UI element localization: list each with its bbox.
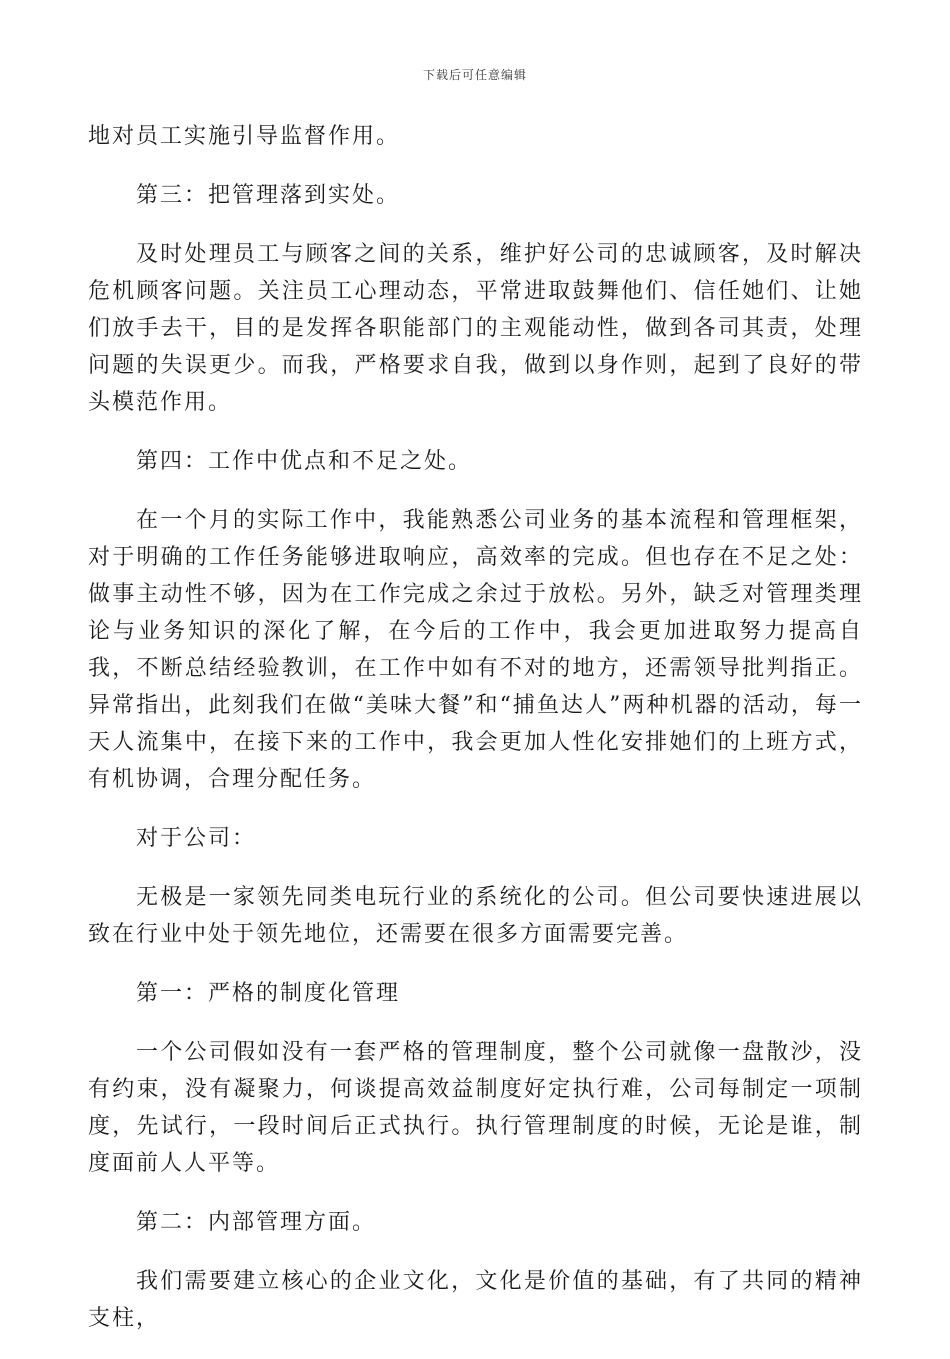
document-body xyxy=(88,118,863,1359)
paragraph: 在一个月的实际工作中，我能熟悉公司业务的基本流程和管理框架，对于明确的工作任务能够进取响应，高效率的完成。但也存在不足之处：做事主动性不够，因为在工作完成之余过于放松。另外，缺乏对管理类理论与业务知识的深化了解，在今后的工作中，我会更加进取努力提高自我，不断总结经验教训，在工作中如有不对的地方，还需领导批判指正。异常指出，此刻我们在做“美味大餐”和“捕鱼达人”两种机器的活动，每一天人流集中，在接下来的工作中，我会更加人性化安排她们的上班方式，有机协调，合理分配任务。 xyxy=(88,508,863,792)
paragraph: 无极是一家领先同类电玩行业的系统化的公司。但公司要快速进展以致在行业中处于领先地位，还需要在很多方面需要完善。 xyxy=(88,885,863,947)
paragraph: 一个公司假如没有一套严格的管理制度，整个公司就像一盘散沙，没有约束，没有凝聚力，何谈提高效益制度好定执行难，公司每制定一项制度，先试行，一段时间后正式执行。执行管理制度的时候，无论是谁，制度面前人人平等。 xyxy=(88,1040,863,1176)
section-heading-second: 第二：内部管理方面。 xyxy=(136,1210,377,1235)
paragraph: 及时处理员工与顾客之间的关系，维护好公司的忠诚顾客，及时解决危机顾客问题。关注员工心理动态，平常进取鼓舞他们、信任她们、让她们放手去干，目的是发挥各职能部门的主观能动性，做到各司其责，处理问题的失误更少。而我，严格要求自我，做到以身作则，起到了良好的带头模范作用。 xyxy=(88,242,863,415)
section-heading-first: 第一：严格的制度化管理 xyxy=(136,981,401,1006)
paragraph-continuation: 地对员工实施引导监督作用。 xyxy=(88,124,401,149)
section-heading-company: 对于公司： xyxy=(136,826,257,851)
page-header: 下载后可任意编辑 xyxy=(422,68,527,82)
paragraph: 我们需要建立核心的企业文化，文化是价值的基础，有了共同的精神支柱， xyxy=(88,1269,863,1331)
section-heading-fourth: 第四：工作中优点和不足之处。 xyxy=(136,449,473,474)
section-heading-third: 第三：把管理落到实处。 xyxy=(136,183,401,208)
